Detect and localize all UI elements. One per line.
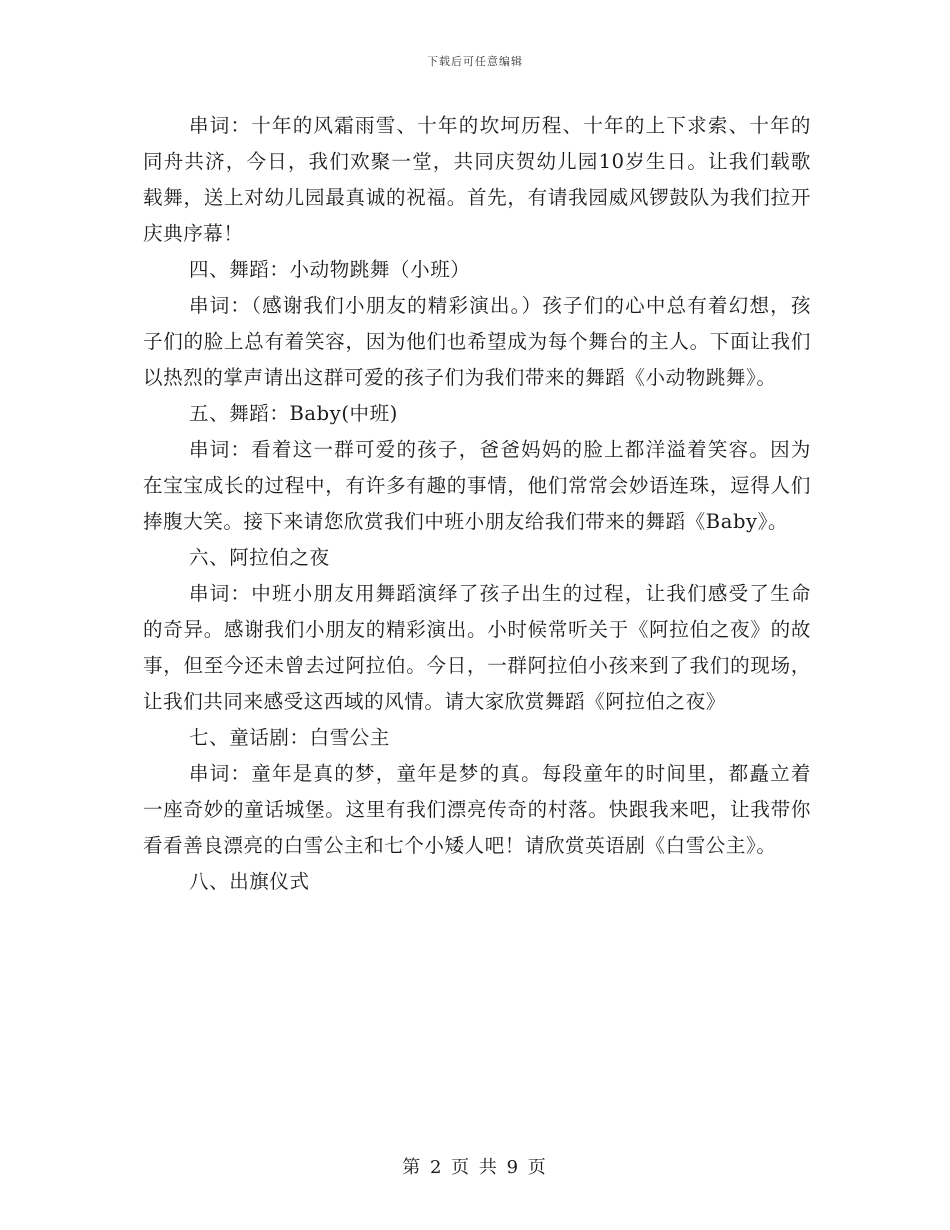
page-header: 下载后可任意编辑 (427, 55, 523, 68)
paragraph-script-6: 串词：中班小朋友用舞蹈演绎了孩子出生的过程，让我们感受了生命的奇异。感谢我们小朋友的精彩演出。小时候常听关于《阿拉伯之夜》的故事，但至今还未曾去过阿拉伯。今日，一群阿拉伯小孩来到了我们的现场，让我们共同来感受这西域的风情。请大家欣赏舞蹈《阿拉伯之夜》 (143, 582, 811, 713)
paragraph-opening-script: 串词：十年的风霜雨雪、十年的坎坷历程、十年的上下求索、十年的同舟共济，今日，我们欢聚一堂，共同庆贺幼儿园10岁生日。让我们载歌载舞，送上对幼儿园最真诚的祝福。首先，有请我园威风锣鼓队为我们拉开庆典序幕！ (143, 114, 811, 245)
section-heading-4: 四、舞蹈：小动物跳舞（小班） (189, 258, 471, 281)
paragraph-script-5: 串词：看着这一群可爱的孩子，爸爸妈妈的脸上都洋溢着笑容。因为在宝宝成长的过程中，有许多有趣的事情，他们常常会妙语连珠，逗得人们捧腹大笑。接下来请您欣赏我们中班小朋友给我们带来的舞蹈《Baby》。 (143, 438, 811, 533)
section-heading-5: 五、舞蹈：Baby(中班) (189, 402, 398, 425)
paragraph-script-4: 串词：（感谢我们小朋友的精彩演出。）孩子们的心中总有着幻想，孩子们的脸上总有着笑容，因为他们也希望成为每个舞台的主人。下面让我们以热烈的掌声请出这群可爱的孩子们为我们带来的舞蹈《小动物跳舞》。 (143, 294, 811, 389)
page-number: 第 2 页 共 9 页 (402, 1157, 548, 1178)
section-heading-6: 六、阿拉伯之夜 (189, 546, 330, 569)
section-heading-8: 八、出旗仪式 (189, 870, 310, 893)
section-heading-7: 七、童话剧：白雪公主 (189, 726, 391, 749)
paragraph-script-7: 串词：童年是真的梦，童年是梦的真。每段童年的时间里，都矗立着一座奇妙的童话城堡。这里有我们漂亮传奇的村落。快跟我来吧，让我带你看看善良漂亮的白雪公主和七个小矮人吧！请欣赏英语剧《白雪公主》。 (143, 762, 811, 857)
document-body (143, 108, 811, 900)
